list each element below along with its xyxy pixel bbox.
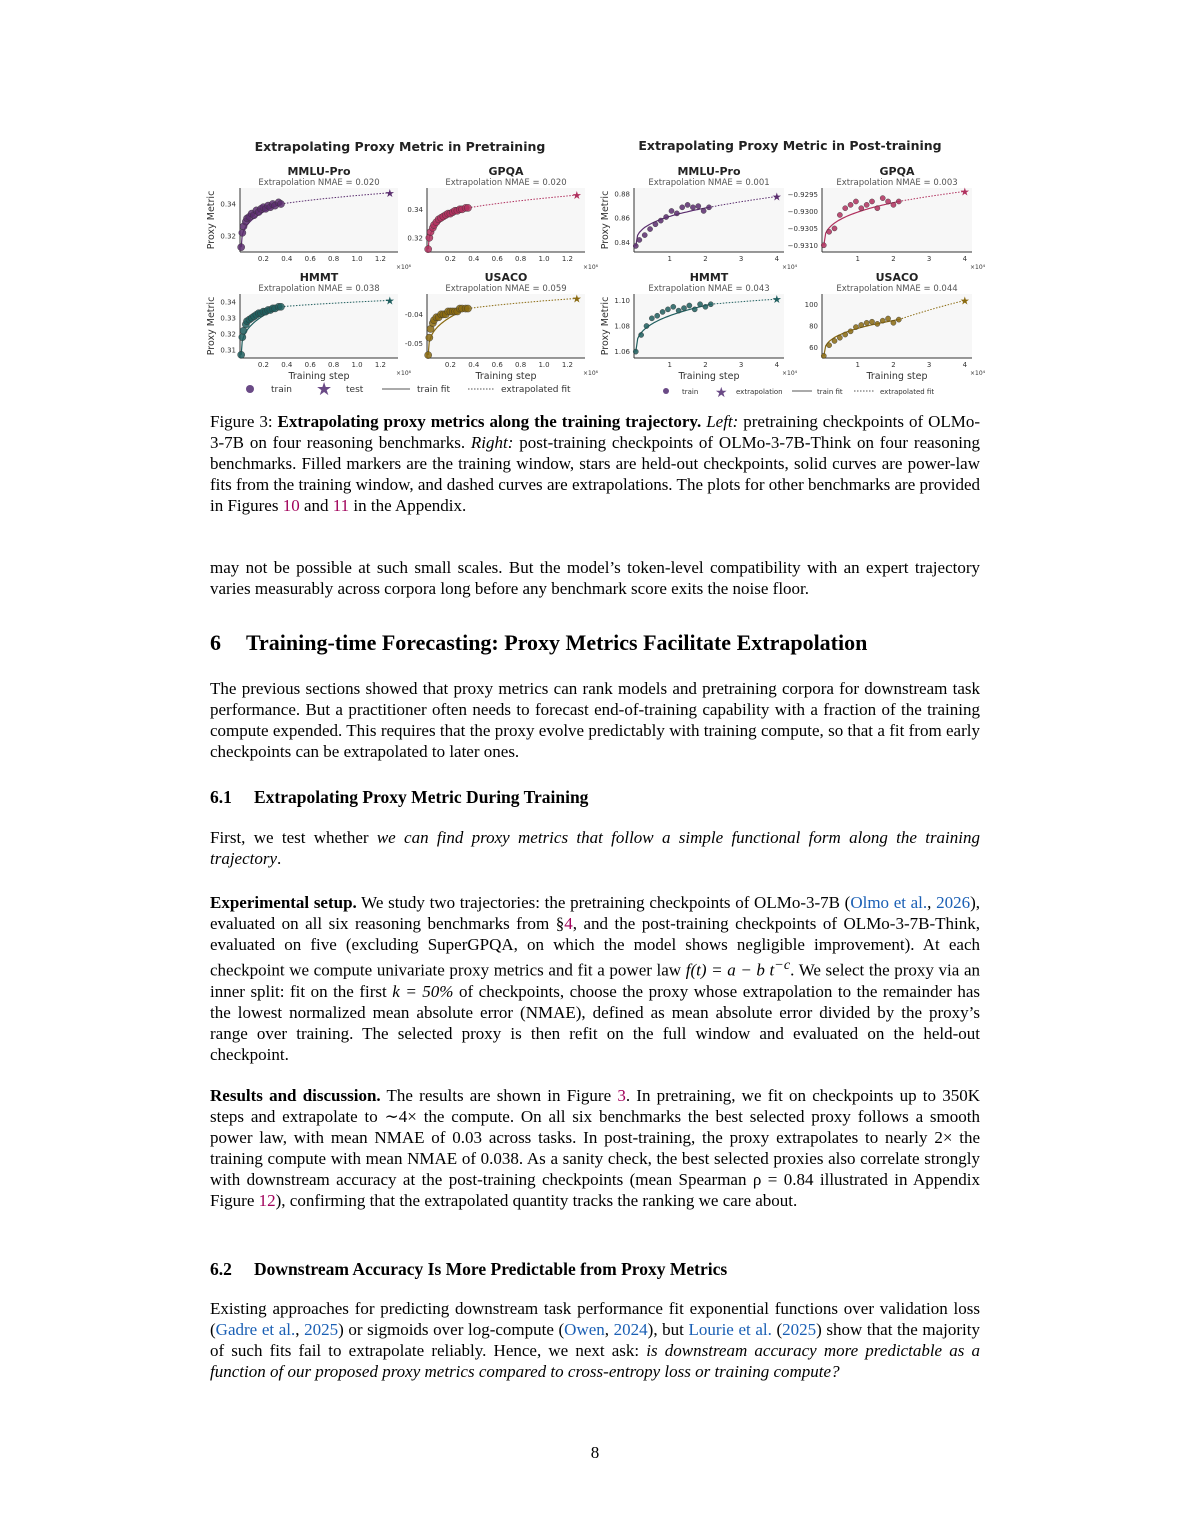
data-point bbox=[649, 316, 654, 321]
x-tick-label: 1.0 bbox=[351, 361, 363, 369]
data-point bbox=[837, 335, 842, 340]
x-tick-label: 1.0 bbox=[538, 361, 550, 369]
y-tick-label: 80 bbox=[809, 322, 818, 331]
data-point bbox=[843, 206, 848, 211]
x-axis-label: Training step bbox=[288, 371, 350, 382]
x-tick-label: 0.4 bbox=[281, 255, 293, 263]
sec61-text-a: First, we test whether bbox=[210, 828, 377, 847]
figure-ref-3[interactable]: 3 bbox=[617, 1086, 626, 1105]
data-point bbox=[660, 309, 665, 314]
y-axis-label: Proxy Metric bbox=[206, 190, 217, 250]
x-tick-label: 2 bbox=[891, 255, 896, 263]
data-point bbox=[690, 205, 695, 210]
y-tick-label: 0.32 bbox=[407, 234, 423, 243]
x-tick-label: 4 bbox=[774, 361, 780, 369]
data-point bbox=[896, 317, 901, 322]
cite-gadre-year[interactable]: 2025 bbox=[304, 1320, 339, 1339]
sec61-text-c: . bbox=[277, 849, 282, 868]
data-point bbox=[238, 244, 245, 251]
data-point bbox=[869, 199, 874, 204]
plot-background bbox=[634, 188, 784, 252]
y-tick-label: 0.34 bbox=[407, 205, 423, 214]
data-point bbox=[674, 211, 679, 216]
data-point bbox=[676, 308, 681, 313]
section-6-1-number: 6.1 bbox=[210, 787, 232, 807]
x-tick-label: 1.2 bbox=[374, 255, 387, 263]
data-point bbox=[240, 327, 247, 334]
data-point bbox=[859, 322, 864, 327]
p62-text-c: ), but bbox=[647, 1320, 689, 1339]
section-6-2-number: 6.2 bbox=[210, 1259, 232, 1279]
data-point bbox=[896, 199, 901, 204]
exp-cite-sep: , bbox=[927, 893, 937, 912]
y-tick-label: −0.9300 bbox=[787, 208, 818, 217]
exp-text-c: , and the post-training checkpoints of OLMo-3-7B-Think, evaluated on five (excluding SuperGPQA, on which the model shows negligible improvement). At each checkpoint we compute univariate proxy metrics and fit a power law bbox=[210, 914, 980, 980]
caption-part1: pretraining checkpoints of OLMo-3-7B on four reasoning benchmarks. bbox=[210, 412, 981, 452]
data-point bbox=[708, 302, 713, 307]
p62-sep2: , bbox=[604, 1320, 614, 1339]
legend-test-star-icon: ★ bbox=[316, 380, 333, 396]
section-6-heading bbox=[210, 630, 867, 656]
x-tick-label: 3 bbox=[926, 361, 932, 369]
res-text-b: . In pretraining, we fit on checkpoints up to 350K steps and extrapolate to ∼4× the compute. On all six benchmarks the best selected proxy follows a smooth power law, with mean NMAE of 0.03 across tasks. In post-training, the proxy extrapolates to nearly 2× the training compute with mean NMAE of 0.038. As a sanity check, the best selected proxies also correlate strongly with downstream accuracy at the post-training checkpoints (mean Spearman ρ = 0.84 illustrated in Appendix Figure bbox=[210, 1086, 980, 1210]
legend-train-marker bbox=[246, 385, 254, 393]
y-tick-label: 1.08 bbox=[614, 322, 630, 331]
plot-background bbox=[822, 294, 972, 358]
exp-setup-heading: Experimental setup. bbox=[210, 893, 357, 912]
chart-title: GPQA bbox=[488, 165, 524, 178]
y-tick-label: 0.34 bbox=[220, 200, 236, 209]
cite-gadre[interactable]: Gadre et al. bbox=[215, 1320, 296, 1339]
results-paragraph bbox=[210, 1085, 980, 1211]
data-point bbox=[639, 332, 644, 337]
data-point bbox=[880, 318, 885, 323]
caption-part2: post-training checkpoints of OLMo-3-7B-Think on four reasoning benchmarks. Filled markers are the training window, stars are held-out checkpoints, solid curves are power-law fits from the training window, and dashed curves are extrapolations. The plots for other benchmarks are provided in Figures bbox=[210, 433, 980, 515]
experimental-setup-paragraph bbox=[210, 892, 980, 1065]
x-multiplier-label: ×10⁴ bbox=[970, 264, 986, 271]
data-point bbox=[664, 214, 669, 219]
cite-owen[interactable]: Owen bbox=[564, 1320, 605, 1339]
data-point bbox=[239, 334, 246, 341]
cite-olmo-year[interactable]: 2026 bbox=[936, 893, 971, 912]
legend-extrapolation-label: extrapolation bbox=[736, 388, 783, 396]
data-point bbox=[891, 202, 896, 207]
data-point bbox=[697, 302, 702, 307]
y-tick-label: −0.9295 bbox=[787, 191, 818, 200]
data-point bbox=[425, 351, 432, 358]
p62-text-a: Existing approaches for predicting downstream task performance fit exponential functions over validation loss ( bbox=[210, 1299, 980, 1339]
chart-title: MMLU-Pro bbox=[677, 165, 741, 178]
data-point bbox=[832, 338, 837, 343]
chart-title: MMLU-Pro bbox=[287, 165, 351, 178]
y-tick-label: −0.9310 bbox=[787, 241, 818, 250]
data-point bbox=[647, 226, 652, 231]
chart-title: HMMT bbox=[299, 271, 339, 284]
x-tick-label: 3 bbox=[738, 361, 744, 369]
cite-lourie[interactable]: Lourie et al. bbox=[688, 1320, 772, 1339]
data-point bbox=[859, 206, 864, 211]
legend-train-marker-right bbox=[663, 388, 669, 394]
results-heading: Results and discussion. bbox=[210, 1086, 381, 1105]
x-axis-label: Training step bbox=[866, 371, 928, 382]
y-tick-label: 0.84 bbox=[614, 238, 630, 247]
chart-title: GPQA bbox=[879, 165, 915, 178]
p62-text-b: ) or sigmoids over log-compute ( bbox=[338, 1320, 565, 1339]
caption-and: and bbox=[299, 496, 333, 515]
legend-train-fit-label-right: train fit bbox=[817, 388, 843, 396]
chart-title: USACO bbox=[875, 271, 919, 284]
page-number: 8 bbox=[590, 1443, 600, 1462]
x-multiplier-label: ×10⁶ bbox=[583, 264, 599, 271]
x-tick-label: 1 bbox=[667, 255, 672, 263]
y-tick-label: 0.32 bbox=[220, 330, 236, 339]
legend-train-label: train bbox=[271, 385, 292, 395]
y-tick-label: 60 bbox=[809, 343, 818, 352]
data-point bbox=[703, 304, 708, 309]
y-tick-label: 0.32 bbox=[220, 232, 236, 241]
caption-end: in the Appendix. bbox=[349, 496, 467, 515]
chart-title: USACO bbox=[484, 271, 528, 284]
x-multiplier-label: ×10⁶ bbox=[583, 370, 599, 377]
x-tick-label: 2 bbox=[891, 361, 896, 369]
data-point bbox=[653, 222, 658, 227]
data-point bbox=[885, 316, 890, 321]
x-tick-label: 1 bbox=[855, 361, 860, 369]
y-tick-label: 1.06 bbox=[614, 348, 630, 357]
legend-train-fit-label: train fit bbox=[417, 385, 451, 395]
y-tick-label: -0.04 bbox=[404, 310, 423, 319]
x-tick-label: 1.2 bbox=[561, 255, 574, 263]
x-tick-label: 4 bbox=[962, 255, 968, 263]
data-point bbox=[637, 237, 642, 242]
data-point bbox=[669, 208, 674, 213]
exp-text-e: of checkpoints, choose the proxy whose extrapolation to the remainder has the lowest normalized mean absolute error (NMAE), defined as mean absolute error divided by the proxy’s range over training. The selected proxy is then refit on the full window and evaluated on the held-out checkpoint. bbox=[210, 981, 980, 1064]
test-star-icon: ★ bbox=[384, 187, 395, 200]
x-axis-label: Training step bbox=[475, 371, 537, 382]
data-point bbox=[665, 307, 670, 312]
x-tick-label: 3 bbox=[926, 255, 932, 263]
x-tick-label: 0.2 bbox=[444, 361, 456, 369]
section-6-1-paragraph bbox=[210, 827, 980, 869]
test-star-icon: ★ bbox=[959, 295, 970, 308]
data-point bbox=[426, 334, 433, 341]
x-tick-label: 1 bbox=[667, 361, 672, 369]
chart-subtitle: Extrapolation NMAE = 0.003 bbox=[836, 178, 958, 188]
data-point bbox=[687, 303, 692, 308]
data-point bbox=[843, 332, 848, 337]
data-point bbox=[658, 218, 663, 223]
data-point bbox=[680, 205, 685, 210]
caption-right-word: Right: bbox=[470, 433, 514, 452]
section-6-paragraph: The previous sections showed that proxy metrics can rank models and pretraining corpora for downstream task performance. But a practitioner often needs to forecast end-of-training capability with a fraction of the training compute expended. This requires that the proxy evolve predictably with training compute, so that a fit from early checkpoints can be extrapolated to later ones. bbox=[210, 679, 980, 761]
y-tick-label: 0.33 bbox=[220, 314, 236, 323]
exp-text-a: We study two trajectories: the pretraining checkpoints of OLMo-3-7B ( bbox=[356, 893, 851, 912]
power-law-exponent: −c bbox=[774, 957, 791, 973]
x-tick-label: 0.4 bbox=[468, 361, 480, 369]
x-tick-label: 1 bbox=[855, 255, 860, 263]
plot-background bbox=[240, 294, 398, 358]
figure-ref-12[interactable]: 12 bbox=[258, 1191, 276, 1210]
legend-test-label: test bbox=[346, 385, 364, 395]
y-tick-label: 0.88 bbox=[614, 190, 630, 199]
test-star-icon: ★ bbox=[571, 190, 582, 203]
y-axis-label: Proxy Metric bbox=[600, 190, 611, 250]
data-point bbox=[875, 206, 880, 211]
data-point bbox=[238, 351, 245, 358]
caption-label: Figure 3: bbox=[210, 412, 278, 431]
k-value: k = 50% bbox=[392, 981, 454, 1001]
data-point bbox=[869, 319, 874, 324]
sec61-text-b: we can find proxy metrics that follow a simple functional form along the training trajectory bbox=[210, 828, 981, 868]
chart-subtitle: Extrapolation NMAE = 0.001 bbox=[648, 178, 770, 188]
legend-train-label-right: train bbox=[682, 388, 699, 396]
y-tick-label: −0.9305 bbox=[787, 224, 818, 233]
x-tick-label: 0.8 bbox=[515, 255, 527, 263]
left-legend bbox=[240, 380, 600, 396]
data-point bbox=[853, 199, 858, 204]
x-tick-label: 1.2 bbox=[374, 361, 387, 369]
data-point bbox=[891, 320, 896, 325]
caption-bold: Extrapolating proxy metrics along the training trajectory. bbox=[277, 412, 702, 431]
left-legend-svg bbox=[240, 380, 600, 396]
y-tick-label: 0.31 bbox=[220, 346, 236, 355]
section-6-2-heading bbox=[210, 1259, 727, 1280]
cite-owen-year[interactable]: 2024 bbox=[613, 1320, 648, 1339]
left-figure-title: Extrapolating Proxy Metric in Pretraining bbox=[254, 139, 546, 154]
data-point bbox=[821, 243, 826, 248]
test-star-icon: ★ bbox=[771, 191, 782, 204]
chart-subtitle: Extrapolation NMAE = 0.043 bbox=[648, 284, 770, 294]
data-point bbox=[464, 204, 471, 211]
y-tick-label: -0.05 bbox=[404, 339, 423, 348]
p62-sep1: , bbox=[295, 1320, 305, 1339]
chart-subtitle: Extrapolation NMAE = 0.044 bbox=[836, 284, 958, 294]
x-tick-label: 0.6 bbox=[304, 361, 316, 369]
res-text-a: The results are shown in Figure bbox=[380, 1086, 618, 1105]
test-star-icon: ★ bbox=[384, 295, 395, 308]
legend-extrapolated-fit-label-right: extrapolated fit bbox=[880, 388, 935, 396]
x-tick-label: 0.4 bbox=[468, 255, 480, 263]
x-tick-label: 0.4 bbox=[281, 361, 293, 369]
y-tick-label: 0.34 bbox=[220, 298, 236, 307]
x-tick-label: 1.0 bbox=[538, 255, 550, 263]
data-point bbox=[885, 199, 890, 204]
p62-text-e: ) show that the majority of such fits fail to extrapolate reliably. Hence, we next ask: bbox=[210, 1320, 981, 1360]
caption-left-word: Left: bbox=[706, 412, 739, 431]
x-tick-label: 0.8 bbox=[328, 255, 340, 263]
test-star-icon: ★ bbox=[771, 294, 782, 307]
y-tick-label: 1.10 bbox=[614, 296, 630, 305]
data-point bbox=[425, 246, 432, 253]
data-point bbox=[837, 212, 842, 217]
chart-subtitle: Extrapolation NMAE = 0.020 bbox=[445, 178, 567, 188]
data-point bbox=[239, 229, 246, 236]
data-point bbox=[644, 323, 649, 328]
x-axis-label: Training step bbox=[678, 371, 740, 382]
x-tick-label: 0.2 bbox=[257, 255, 269, 263]
data-point bbox=[848, 329, 853, 334]
section-6-2-paragraph bbox=[210, 1298, 980, 1382]
data-point bbox=[875, 321, 880, 326]
x-tick-label: 0.6 bbox=[304, 255, 316, 263]
power-law-formula: f(t) = a − b t bbox=[685, 960, 775, 980]
data-point bbox=[692, 307, 697, 312]
data-point bbox=[642, 232, 647, 237]
x-tick-label: 4 bbox=[774, 255, 780, 263]
x-multiplier-label: ×10⁶ bbox=[396, 370, 412, 377]
cite-olmo[interactable]: Olmo et al. bbox=[850, 893, 928, 912]
figure-caption bbox=[210, 411, 980, 516]
data-point bbox=[880, 196, 885, 201]
p62-text-d: ( bbox=[771, 1320, 783, 1339]
x-tick-label: 2 bbox=[703, 361, 708, 369]
x-tick-label: 2 bbox=[703, 255, 708, 263]
test-star-icon: ★ bbox=[571, 293, 582, 306]
legend-extrapolated-fit-label: extrapolated fit bbox=[501, 385, 571, 395]
right-figure-title: Extrapolating Proxy Metric in Post-training bbox=[638, 138, 942, 153]
section-ref-4[interactable]: 4 bbox=[564, 914, 573, 933]
data-point bbox=[277, 303, 284, 310]
data-point bbox=[853, 324, 858, 329]
section-6-1-title: Extrapolating Proxy Metric During Training bbox=[254, 787, 589, 807]
x-tick-label: 1.0 bbox=[351, 255, 363, 263]
chart-title: HMMT bbox=[689, 271, 729, 284]
x-tick-label: 4 bbox=[962, 361, 968, 369]
section-6-number: 6 bbox=[210, 630, 221, 655]
x-multiplier-label: ×10⁴ bbox=[970, 370, 986, 377]
y-tick-label: 100 bbox=[804, 301, 818, 310]
data-point bbox=[671, 304, 676, 309]
data-point bbox=[681, 305, 686, 310]
data-point bbox=[832, 226, 837, 231]
y-axis-label: Proxy Metric bbox=[206, 296, 217, 356]
data-point bbox=[277, 200, 284, 207]
legend-extrapolation-star-icon: ★ bbox=[715, 385, 728, 398]
x-multiplier-label: ×10⁴ bbox=[782, 264, 798, 271]
caption-ref-figure-11[interactable]: 11 bbox=[332, 496, 350, 515]
exp-text-d: . We select the proxy via an inner split: fit on the first bbox=[210, 960, 980, 1001]
section-6-1-heading bbox=[210, 787, 588, 808]
p62-italic-question: is downstream accuracy more predictable as a function of our proposed proxy metrics compared to cross-entropy loss or training compute? bbox=[210, 1341, 981, 1381]
data-point bbox=[827, 229, 832, 234]
data-point bbox=[633, 243, 638, 248]
plot-background bbox=[822, 188, 972, 252]
x-tick-label: 0.8 bbox=[515, 361, 527, 369]
plot-background bbox=[240, 188, 398, 252]
plot-background bbox=[427, 294, 585, 358]
data-point bbox=[848, 202, 853, 207]
data-point bbox=[706, 205, 711, 210]
data-point bbox=[685, 202, 690, 207]
x-tick-label: 0.2 bbox=[257, 361, 269, 369]
caption-ref-figure-10[interactable]: 10 bbox=[282, 496, 300, 515]
chart-subtitle: Extrapolation NMAE = 0.059 bbox=[445, 284, 567, 294]
x-multiplier-label: ×10⁶ bbox=[396, 264, 412, 271]
x-tick-label: 3 bbox=[738, 255, 744, 263]
test-star-icon: ★ bbox=[959, 186, 970, 199]
y-tick-label: 0.86 bbox=[614, 214, 630, 223]
right-legend bbox=[658, 383, 978, 397]
cite-lourie-year[interactable]: 2025 bbox=[782, 1320, 817, 1339]
y-axis-label: Proxy Metric bbox=[600, 296, 611, 356]
x-tick-label: 0.6 bbox=[491, 255, 503, 263]
chart-subtitle: Extrapolation NMAE = 0.038 bbox=[258, 284, 380, 294]
x-tick-label: 1.2 bbox=[561, 361, 574, 369]
section-6-2-title: Downstream Accuracy Is More Predictable from Proxy Metrics bbox=[254, 1259, 728, 1279]
data-point bbox=[821, 353, 826, 358]
data-point bbox=[864, 202, 869, 207]
x-tick-label: 0.6 bbox=[491, 361, 503, 369]
data-point bbox=[827, 343, 832, 348]
right-legend-svg bbox=[658, 384, 978, 398]
intro-paragraph: may not be possible at such small scales. But the model’s token-level compatibility with an expert trajectory varies measurably across corpora long before any benchmark score exits the noise floor. bbox=[210, 558, 980, 598]
section-6-title: Training-time Forecasting: Proxy Metrics Facilitate Extrapolation bbox=[246, 630, 868, 655]
data-point bbox=[701, 208, 706, 213]
data-point bbox=[864, 320, 869, 325]
res-text-c: ), confirming that the extrapolated quantity tracks the ranking we care about. bbox=[275, 1191, 798, 1210]
x-tick-label: 0.2 bbox=[444, 255, 456, 263]
data-point bbox=[696, 204, 701, 209]
x-tick-label: 0.8 bbox=[328, 361, 340, 369]
exp-text-b: ), evaluated on all six reasoning benchmarks from § bbox=[210, 893, 981, 933]
chart-subtitle: Extrapolation NMAE = 0.020 bbox=[258, 178, 380, 188]
data-point bbox=[655, 313, 660, 318]
data-point bbox=[464, 305, 471, 312]
x-multiplier-label: ×10⁴ bbox=[782, 370, 798, 377]
data-point bbox=[633, 349, 638, 354]
plot-background bbox=[427, 188, 585, 252]
